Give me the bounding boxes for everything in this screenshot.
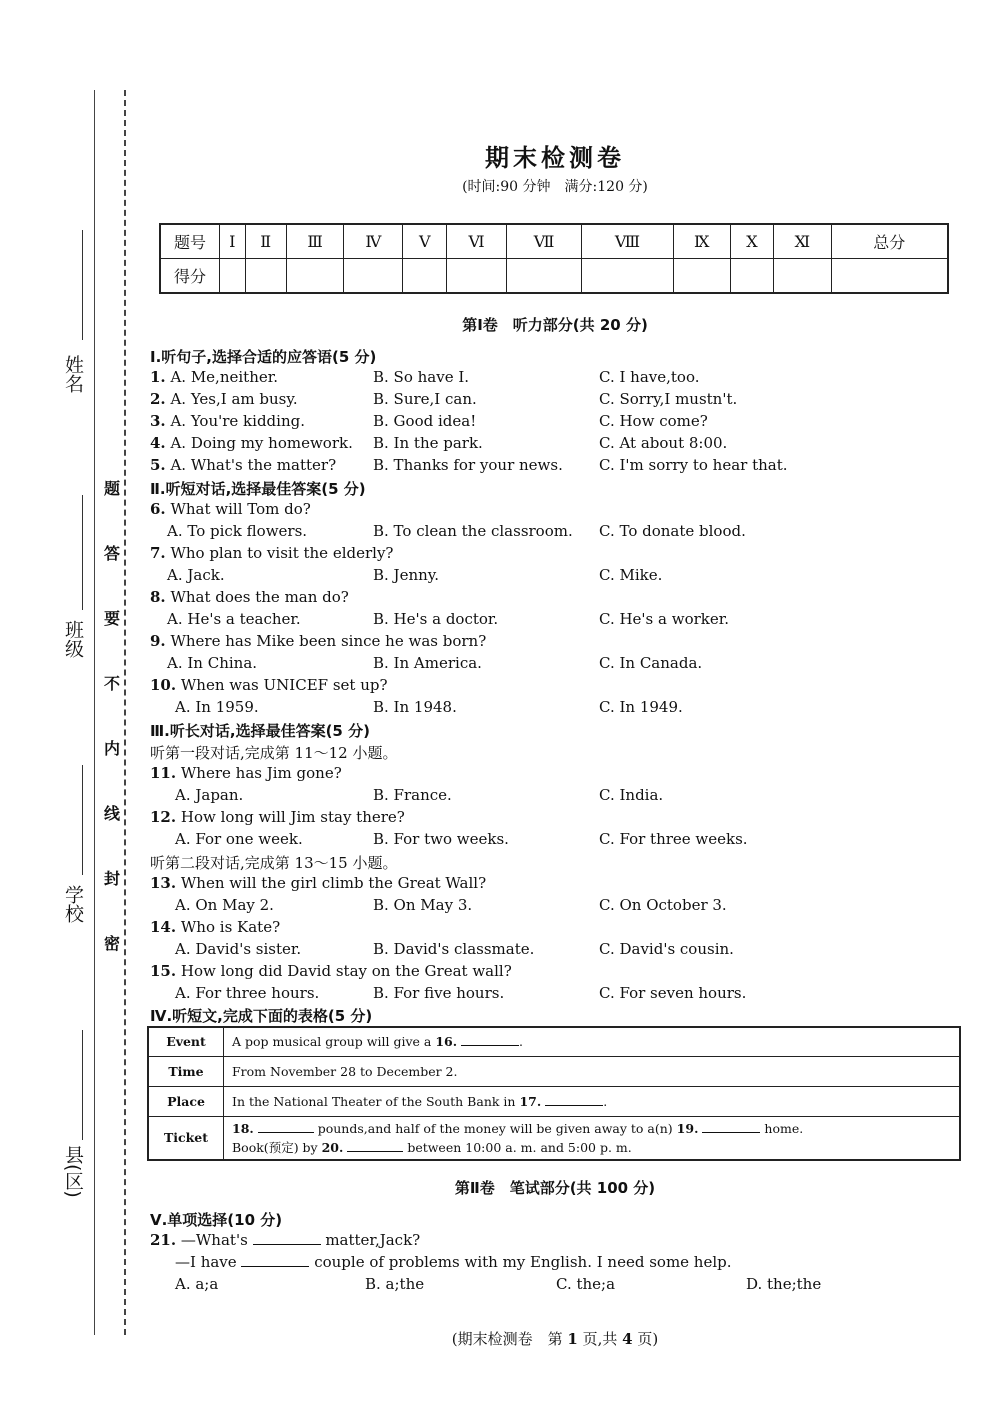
seal-char: 不 <box>104 674 121 693</box>
page-footer <box>0 1328 1000 1349</box>
row-content: A pop musical group will give a 16. . <box>224 1027 961 1056</box>
option-a: A. Doing my homework. <box>170 434 353 452</box>
score-col-header: Ⅵ <box>447 224 507 259</box>
option-b: B. David's classmate. <box>373 940 535 958</box>
question-number: 11. <box>150 764 177 782</box>
table-row <box>148 1086 960 1116</box>
question-number: 9. <box>150 632 166 650</box>
question-number: 15. <box>150 962 177 980</box>
row-text: In the National Theater of the South Bank in <box>232 1093 516 1109</box>
question-number: 6. <box>150 500 166 518</box>
question-text: When will the girl climb the Great Wall? <box>180 874 487 892</box>
question-number: 10. <box>150 676 177 694</box>
score-cell[interactable] <box>344 259 403 294</box>
score-table-score-row <box>160 259 948 294</box>
row-label: Ticket <box>148 1116 224 1160</box>
score-col-header: Ⅰ <box>220 224 246 259</box>
score-cell[interactable] <box>220 259 246 294</box>
score-col-header: 总分 <box>831 224 948 259</box>
question <box>150 588 349 606</box>
option-c: C. On October 3. <box>599 896 727 914</box>
option-a: A. Yes,I am busy. <box>170 390 298 408</box>
option-a: A. In 1959. <box>175 698 259 716</box>
part4-heading: Ⅳ.听短文,完成下面的表格(5 分) <box>150 1007 373 1025</box>
option-a: A. What's the matter? <box>170 456 337 474</box>
row-label: Time <box>148 1056 224 1086</box>
option-c: C. He's a worker. <box>599 610 730 628</box>
option-a: A. a;a <box>175 1275 219 1293</box>
option-b: B. For five hours. <box>373 984 505 1002</box>
answer-blank[interactable] <box>702 1132 760 1133</box>
part2-heading: Ⅱ.听短对话,选择最佳答案(5 分) <box>150 480 366 498</box>
option-b: B. France. <box>373 786 452 804</box>
option-a: A. Japan. <box>175 786 244 804</box>
question-number: 8. <box>150 588 166 606</box>
option-a: A. You're kidding. <box>170 412 305 430</box>
question <box>150 456 336 474</box>
score-col-header: Ⅶ <box>506 224 581 259</box>
row-label: Place <box>148 1086 224 1116</box>
question-number: 5. <box>150 456 166 474</box>
question-text: What will Tom do? <box>170 500 311 518</box>
answer-blank[interactable] <box>461 1045 519 1046</box>
question-number: 1. <box>150 368 166 386</box>
blank-number: 19. <box>676 1120 699 1136</box>
question-number: 14. <box>150 918 177 936</box>
score-cell[interactable] <box>403 259 447 294</box>
answer-blank[interactable] <box>347 1151 403 1152</box>
question-text: How long will Jim stay there? <box>180 808 405 826</box>
option-b: B. To clean the classroom. <box>373 522 573 540</box>
option-b: B. Sure,I can. <box>373 390 477 408</box>
question-text: —I have <box>175 1253 237 1271</box>
question <box>150 412 305 430</box>
blank-number: 17. <box>519 1093 542 1109</box>
option-c: C. In 1949. <box>599 698 683 716</box>
question-number: 13. <box>150 874 177 892</box>
option-c: C. At about 8:00. <box>599 434 728 452</box>
question <box>150 676 388 694</box>
option-b: B. So have I. <box>373 368 470 386</box>
score-col-header: Ⅸ <box>673 224 730 259</box>
score-cell[interactable] <box>673 259 730 294</box>
question-text: couple of problems with my English. I need some help. <box>314 1253 732 1271</box>
county-underline <box>82 1030 83 1140</box>
footer-text: (期末检测卷 第 <box>451 1330 563 1348</box>
row-text: Book(预定) by <box>232 1139 318 1155</box>
question-text: Where has Jim gone? <box>180 764 342 782</box>
question-number: 21. <box>150 1231 177 1249</box>
question <box>150 1231 420 1249</box>
option-c: C. For seven hours. <box>599 984 747 1002</box>
option-c: C. I'm sorry to hear that. <box>599 456 788 474</box>
part3-note1: 听第一段对话,完成第 11～12 小题。 <box>150 744 398 762</box>
row-content <box>224 1116 961 1160</box>
footer-text: 页) <box>637 1330 659 1348</box>
row-content: From November 28 to December 2. <box>224 1056 961 1086</box>
option-a: A. For three hours. <box>175 984 320 1002</box>
listening-table <box>147 1026 961 1161</box>
score-cell[interactable] <box>730 259 773 294</box>
option-c: C. I have,too. <box>599 368 700 386</box>
page-total: 4 <box>622 1330 633 1348</box>
score-col-header: Ⅳ <box>344 224 403 259</box>
class-underline <box>82 495 83 610</box>
option-a: A. He's a teacher. <box>167 610 301 628</box>
option-a: A. In China. <box>167 654 258 672</box>
score-col-header: Ⅴ <box>403 224 447 259</box>
question <box>150 962 512 980</box>
score-col-header: Ⅺ <box>774 224 832 259</box>
question-number: 2. <box>150 390 166 408</box>
question-line <box>175 1253 732 1271</box>
question-text: Where has Mike been since he was born? <box>170 632 487 650</box>
score-cell[interactable] <box>831 259 948 294</box>
option-c: C. Mike. <box>599 566 663 584</box>
question <box>150 434 353 452</box>
question <box>150 918 280 936</box>
score-cell[interactable] <box>582 259 673 294</box>
option-a: A. To pick flowers. <box>167 522 308 540</box>
option-a: A. David's sister. <box>175 940 302 958</box>
option-a: A. For one week. <box>175 830 303 848</box>
table-row <box>148 1027 960 1056</box>
option-b: B. For two weeks. <box>373 830 509 848</box>
part3-note2: 听第二段对话,完成第 13～15 小题。 <box>150 854 398 872</box>
question <box>150 808 405 826</box>
question-number: 12. <box>150 808 177 826</box>
score-col-header: Ⅷ <box>582 224 673 259</box>
option-a: A. Jack. <box>167 566 225 584</box>
question-number: 7. <box>150 544 166 562</box>
option-b: B. In the park. <box>373 434 483 452</box>
question-number: 3. <box>150 412 166 430</box>
answer-blank[interactable] <box>241 1266 309 1267</box>
seal-char: 题 <box>104 479 121 498</box>
score-cell[interactable] <box>286 259 343 294</box>
option-b: B. a;the <box>365 1275 425 1293</box>
score-col-header: Ⅲ <box>286 224 343 259</box>
blank-number: 16. <box>435 1034 458 1050</box>
seal-char: 内 <box>104 739 121 758</box>
page-subtitle: (时间:90 分钟 满分:120 分) <box>462 179 648 195</box>
part5-heading: Ⅴ.单项选择(10 分) <box>150 1211 283 1229</box>
option-b: B. On May 3. <box>373 896 473 914</box>
answer-blank[interactable] <box>253 1244 321 1245</box>
question <box>150 390 298 408</box>
score-cell[interactable] <box>245 259 286 294</box>
question <box>150 764 342 782</box>
seal-char: 答 <box>104 544 121 563</box>
option-c: C. How come? <box>599 412 708 430</box>
option-b: B. In America. <box>373 654 482 672</box>
question-number: 4. <box>150 434 166 452</box>
seal-char: 封 <box>104 869 121 888</box>
table-row <box>148 1116 960 1160</box>
option-b: B. Good idea! <box>373 412 477 430</box>
page-number: 1 <box>567 1330 578 1348</box>
blank-number: 18. <box>232 1120 254 1136</box>
row-text: pounds,and half of the money will be given away to a(n) <box>317 1120 673 1136</box>
question-text: Who plan to visit the elderly? <box>170 544 394 562</box>
question-text: How long did David stay on the Great wall? <box>180 962 512 980</box>
score-table <box>159 223 949 294</box>
section2-title: 第Ⅱ卷 笔试部分(共 100 分) <box>454 1179 656 1197</box>
option-b: B. Jenny. <box>373 566 440 584</box>
question-text: —What's <box>180 1231 248 1249</box>
question-text: matter,Jack? <box>325 1231 421 1249</box>
option-b: B. Thanks for your news. <box>373 456 563 474</box>
school-label: 学校 <box>62 885 84 923</box>
question-text: What does the man do? <box>170 588 349 606</box>
question-text: When was UNICEF set up? <box>180 676 388 694</box>
option-b: B. He's a doctor. <box>373 610 499 628</box>
question <box>150 544 393 562</box>
question <box>150 632 486 650</box>
section1-title: 第Ⅰ卷 听力部分(共 20 分) <box>462 316 648 334</box>
row-text: home. <box>764 1120 804 1136</box>
score-col-header: Ⅹ <box>730 224 773 259</box>
answer-blank[interactable] <box>545 1105 603 1106</box>
score-row-label: 题号 <box>160 224 220 259</box>
option-b: B. In 1948. <box>373 698 457 716</box>
footer-text: 页,共 <box>582 1330 618 1348</box>
score-table-header-row <box>160 224 948 259</box>
county-label: 县(区) <box>62 1145 84 1198</box>
name-label: 姓名 <box>62 355 84 393</box>
score-cell[interactable] <box>774 259 832 294</box>
page-title: 期末检测卷 <box>485 144 625 172</box>
option-c: C. To donate blood. <box>599 522 746 540</box>
score-cell[interactable] <box>506 259 581 294</box>
score-col-header: Ⅱ <box>245 224 286 259</box>
option-c: C. For three weeks. <box>599 830 748 848</box>
class-label: 班级 <box>62 620 84 658</box>
table-row <box>148 1056 960 1086</box>
margin-solid-line <box>94 90 95 1335</box>
row-content: In the National Theater of the South Bank in 17. . <box>224 1086 961 1116</box>
question-text: Who is Kate? <box>180 918 281 936</box>
blank-number: 20. <box>321 1139 344 1155</box>
row-text: A pop musical group will give a <box>232 1034 432 1050</box>
part1-heading: Ⅰ.听句子,选择合适的应答语(5 分) <box>150 348 377 366</box>
option-c: C. David's cousin. <box>599 940 734 958</box>
part3-heading: Ⅲ.听长对话,选择最佳答案(5 分) <box>150 722 370 740</box>
option-c: C. In Canada. <box>599 654 703 672</box>
margin-dashed-line <box>124 90 126 1335</box>
question <box>150 874 486 892</box>
seal-char: 要 <box>104 609 121 628</box>
answer-blank[interactable] <box>258 1132 314 1133</box>
option-a: A. On May 2. <box>175 896 274 914</box>
option-c: C. the;a <box>556 1275 616 1293</box>
option-d: D. the;the <box>746 1275 822 1293</box>
row-label: Event <box>148 1027 224 1056</box>
score-cell[interactable] <box>447 259 507 294</box>
option-c: C. Sorry,I mustn't. <box>599 390 738 408</box>
question <box>150 500 311 518</box>
question <box>150 368 278 386</box>
option-a: A. Me,neither. <box>170 368 279 386</box>
seal-char: 密 <box>104 934 121 953</box>
score-row-label: 得分 <box>160 259 220 294</box>
school-underline <box>82 765 83 875</box>
row-text: between 10:00 a. m. and 5:00 p. m. <box>407 1139 632 1155</box>
option-c: C. India. <box>599 786 664 804</box>
seal-char: 线 <box>104 804 121 823</box>
